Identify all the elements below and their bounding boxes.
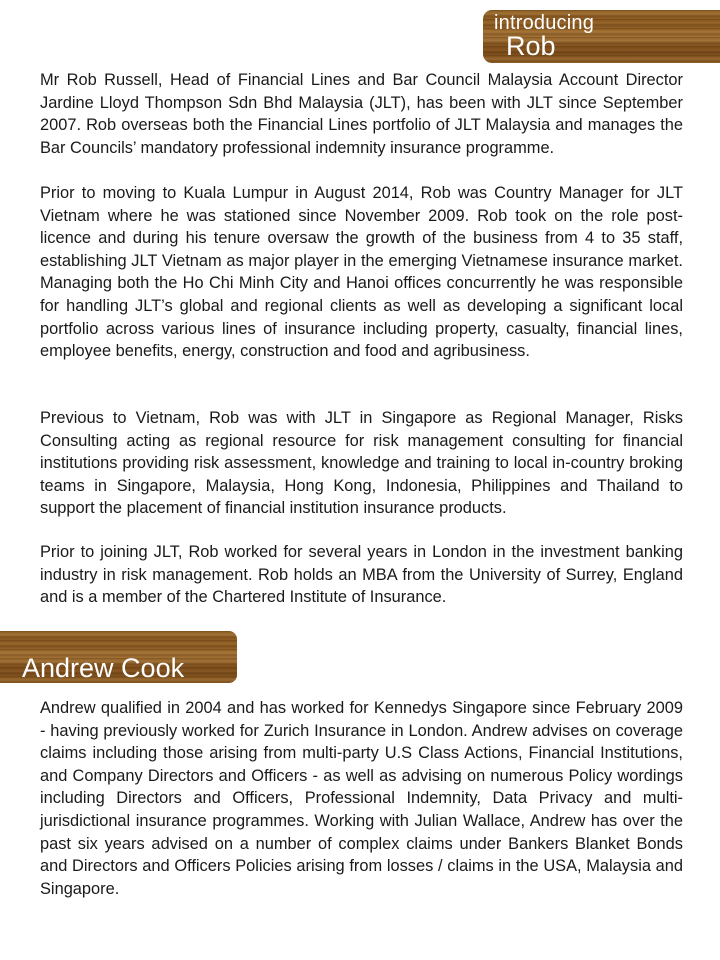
rob-bio-paragraph-2: Prior to moving to Kuala Lumpur in August 2014, Rob was Country Manager for JLT Vietnam where he was stationed since November 2009. Rob took on the role post-licence and during his tenure oversaw the growth of the business from 4 to 35 staff, establishing JLT Vietnam as major player in the emerging Vietnamese insurance market. Managing both the Ho Chi Minh City and Hanoi offices concurrently he was responsible for handling JLT’s global and regional clients as well as developing a significant local portfolio across various lines of insurance including property, casualty, financial lines, employee benefits, energy, construction and food and agribusiness. — [40, 184, 683, 361]
andrew-heading-banner — [0, 631, 237, 683]
banner-name-andrew: Andrew Cook — [22, 653, 185, 683]
banner-name-rob: Rob — [506, 31, 556, 61]
banner-intro-label: introducing — [494, 12, 595, 34]
rob-bio-paragraph-1: Mr Rob Russell, Head of Financial Lines and Bar Council Malaysia Account Director Jardine Lloyd Thompson Sdn Bhd Malaysia (JLT), has been with JLT since September 2007. Rob overseas both the Financial Lines portfolio of JLT Malaysia and manages the Bar Councils’ mandatory professional indemnity insurance programme. — [40, 71, 683, 157]
rob-heading-banner — [483, 10, 720, 63]
rob-bio-paragraph-4: Prior to joining JLT, Rob worked for several years in London in the investment banking industry in risk management. Rob holds an MBA from the University of Surrey, England and is a member of the Chartered Institute of Insurance. — [40, 543, 683, 607]
rob-bio-paragraph-3: Previous to Vietnam, Rob was with JLT in Singapore as Regional Manager, Risks Consulting acting as regional resource for risk management consulting for financial institutions providing risk assessment, knowledge and training to local in-country broking teams in Singapore, Malaysia, Hong Kong, Indonesia, Philippines and Thailand to support the placement of financial institution insurance products. — [40, 409, 683, 518]
andrew-bio-paragraph-1: Andrew qualified in 2004 and has worked for Kennedys Singapore since February 2009 - having previously worked for Zurich Insurance in London. Andrew advises on coverage claims including those arising from multi-party U.S Class Actions, Financial Institutions, and Company Directors and Officers - as well as advising on numerous Policy wordings including Directors and Officers, Professional Indemnity, Data Privacy and multi-jurisdictional insurance programmes. Working with Julian Wallace, Andrew has over the past six years advised on a number of complex claims under Bankers Blanket Bonds and Directors and Officers Policies arising from losses / claims in the USA, Malaysia and Singapore. — [40, 699, 683, 898]
